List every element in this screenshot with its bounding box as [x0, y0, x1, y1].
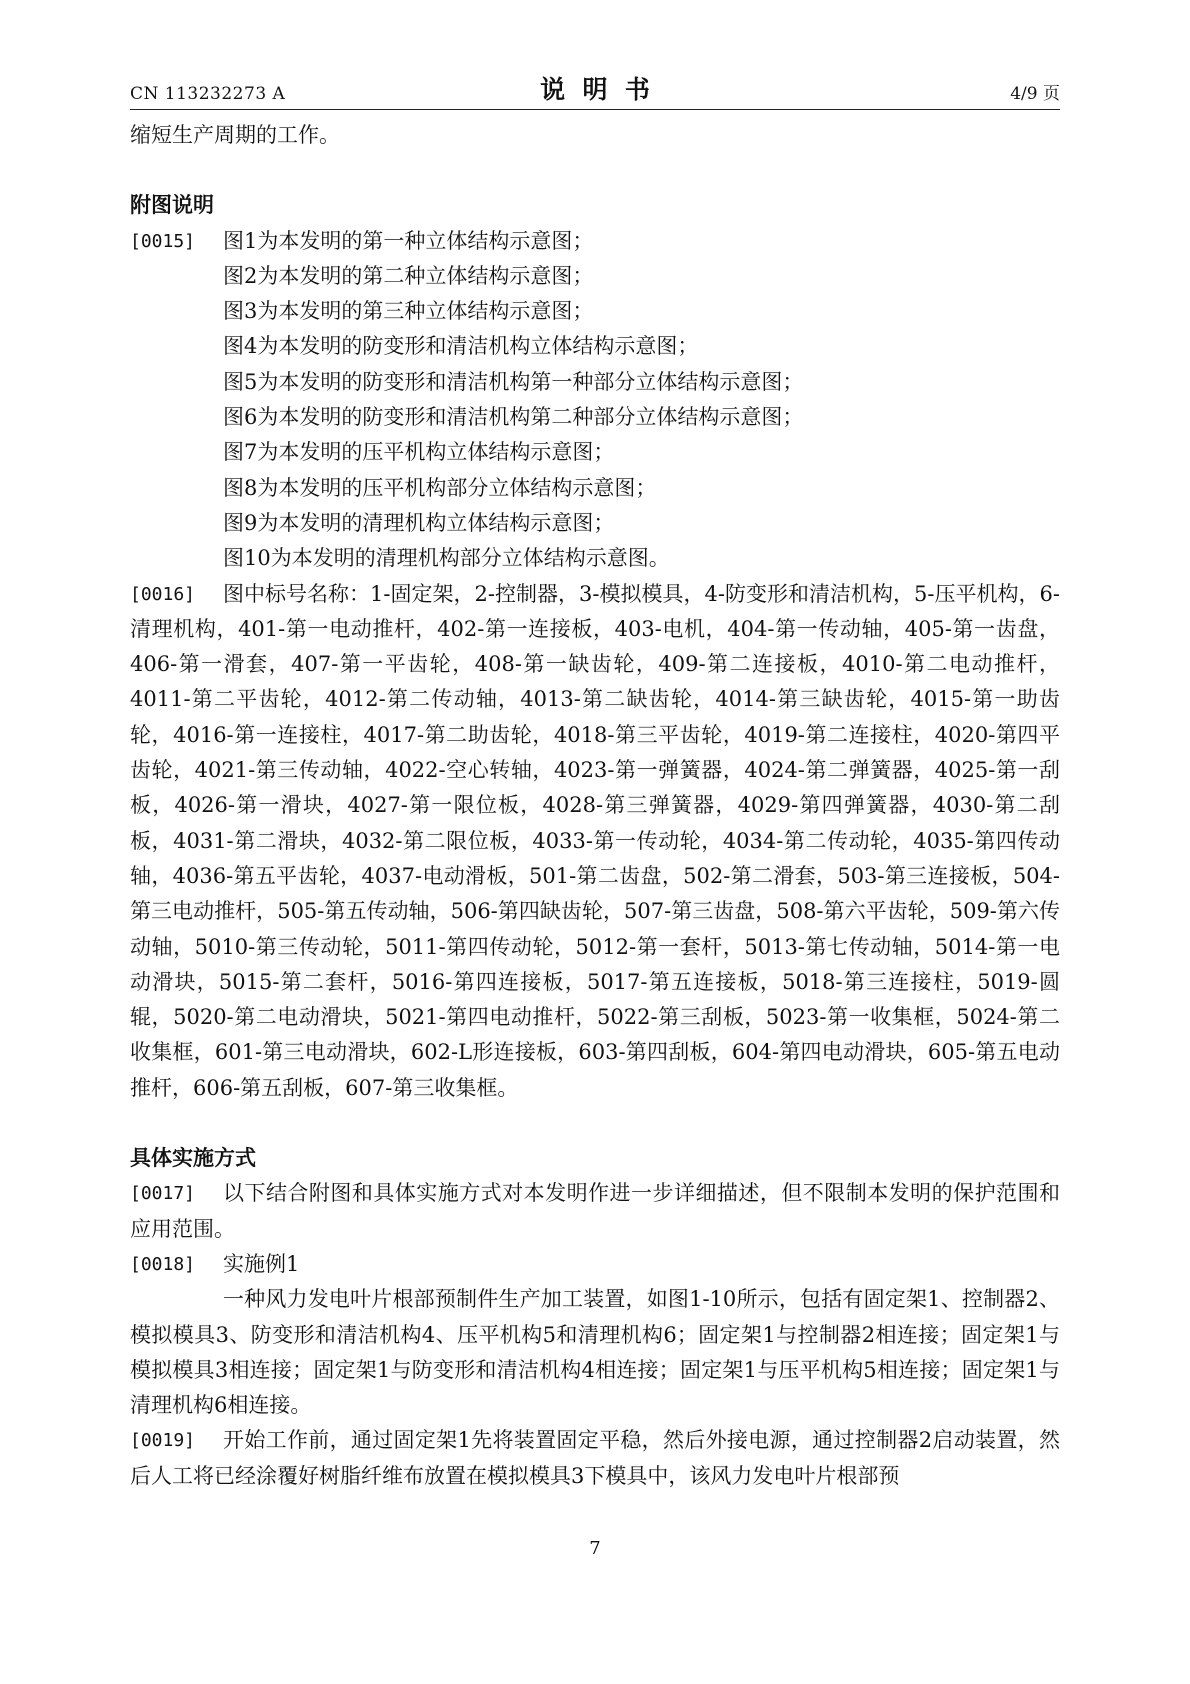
page-number: 7 — [589, 1538, 601, 1559]
blank-line — [130, 153, 1060, 188]
section-heading-embodiment: 具体实施方式 — [130, 1146, 256, 1171]
paragraph-0019 — [130, 1423, 1060, 1494]
paragraph-number: [0016] — [130, 583, 196, 605]
figure-list-item: 图7为本发明的压平机构立体结构示意图； — [223, 440, 615, 465]
blank-line — [130, 1106, 1060, 1141]
figure-list-item: 图9为本发明的清理机构立体结构示意图； — [223, 510, 615, 535]
page-header — [130, 72, 1060, 108]
document-number: CN 113232273 A — [130, 84, 286, 104]
paragraph-text: 一种风力发电叶片根部预制件生产加工装置，如图1-10所示，包括有固定架1、控制器2、模拟模具3、防变形和清洁机构4、压平机构5和清理机构6；固定架1与控制器2相连接；固定架1与模拟模具3相连接；固定架1与防变形和清洁机构4相连接；固定架1与压平机构5相连接；固定架1与清理机构6相连接。 — [130, 1287, 1060, 1418]
figure-list-item: 图8为本发明的压平机构部分立体结构示意图； — [223, 475, 657, 500]
paragraph-text: 图中标号名称：1-固定架，2-控制器，3-模拟模具，4-防变形和清洁机构，5-压平机构，6-清理机构，401-第一电动推杆，402-第一连接板，403-电机，404-第一传动轴，405-第一齿盘，406-第一滑套，407-第一平齿轮，408-第一缺齿轮，409-第二连接板，4010-第二电动推杆，4011-第二平齿轮，4012-第二传动轴，4013-第二缺齿轮，4014-第三缺齿轮，4015-第一助齿轮，4016-第一连接柱，4017-第二助齿轮，4018-第三平齿轮，4019-第二连接柱，4020-第四平齿轮，4021-第三传动轴，4022-空心转轴，4023-第一弹簧器，4024-第二弹簧器，4025-第一刮板，4026-第一滑块，4027-第一限位板，4028-第三弹簧器，4029-第四弹簧器，4030-第二刮板，4031-第二滑块，4032-第二限位板，4033-第一传动轮，4034-第二传动轮，4035-第四传动轴，4036-第五平齿轮，4037-电动滑板，501-第二齿盘，502-第二滑套，503-第三连接板，504-第三电动推杆，505-第五传动轴，506-第四缺齿轮，507-第三齿盘，508-第六平齿轮，509-第六传动轴，5010-第三传动轮，5011-第四传动轮，5012-第一套杆，5013-第七传动轴，5014-第一电动滑块，5015-第二套杆，5016-第四连接板，5017-第五连接板，5018-第三连接柱，5019-圆辊，5020-第二电动滑块，5021-第四电动推杆，5022-第三刮板，5023-第一收集框，5024-第二收集框，601-第三电动滑块，602-L形连接板，603-第四刮板，604-第四电动滑块，605-第五电动推杆，606-第五刮板，607-第三收集框。 — [130, 581, 1060, 1100]
paragraph-0015 — [130, 224, 1060, 577]
section-heading-figures: 附图说明 — [130, 193, 214, 218]
header-rule — [130, 109, 1060, 110]
paragraph-text: 开始工作前，通过固定架1先将装置固定平稳，然后外接电源，通过控制器2启动装置，然后人工将已经涂覆好树脂纤维布放置在模拟模具3下模具中，该风力发电叶片根部预 — [130, 1428, 1060, 1488]
embodiment-title: 实施例1 — [223, 1251, 300, 1276]
lead-line: 缩短生产周期的工作。 — [130, 123, 340, 147]
figure-list-item: 图3为本发明的第三种立体结构示意图； — [223, 299, 594, 324]
paragraph-0018 — [130, 1247, 1060, 1423]
paragraph-number: [0015] — [130, 230, 196, 252]
document-title: 说 明 书 — [540, 75, 650, 104]
paragraph-text: 以下结合附图和具体实施方式对本发明作进一步详细描述，但不限制本发明的保护范围和应用范围。 — [130, 1181, 1060, 1241]
paragraph-0016 — [130, 577, 1060, 1106]
paragraph-number: [0017] — [130, 1183, 196, 1205]
figure-list-item: 图10为本发明的清理机构部分立体结构示意图。 — [223, 546, 670, 571]
figure-list-item: 图2为本发明的第二种立体结构示意图； — [223, 263, 594, 288]
paragraph-0017 — [130, 1176, 1060, 1247]
document-body — [130, 118, 1060, 1494]
figure-list-item: 图5为本发明的防变形和清洁机构第一种部分立体结构示意图； — [223, 369, 804, 394]
paragraph-number: [0018] — [130, 1253, 196, 1275]
paragraph-number: [0019] — [130, 1430, 196, 1452]
figure-list-item: 图6为本发明的防变形和清洁机构第二种部分立体结构示意图； — [223, 405, 804, 430]
page-info: 4/9 页 — [1010, 84, 1060, 104]
figure-list-item: 图4为本发明的防变形和清洁机构立体结构示意图； — [223, 334, 699, 359]
figure-list-item: 图1为本发明的第一种立体结构示意图； — [223, 228, 594, 253]
